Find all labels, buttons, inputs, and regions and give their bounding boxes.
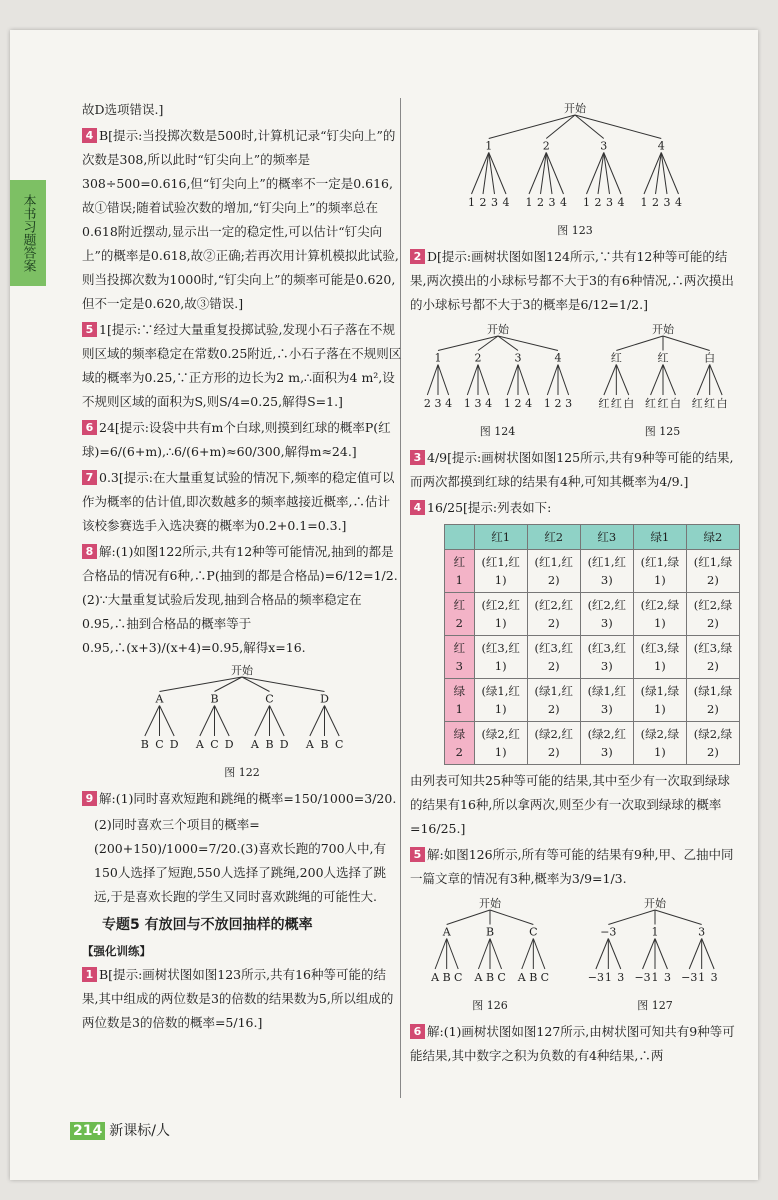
tree-node: B [210,692,219,706]
row-header: 红3 [445,636,475,679]
tree-leaf: 4 [484,397,492,410]
tree-leaf: 1 [463,397,471,410]
tree-branch [145,706,160,737]
answer-6: 6 24[提示:设袋中共有m个白球,则摸到红球的概率P(红球)=6/(6+m),∴6/(6+m)≈60/300,解得m≈24.] [82,420,391,459]
tree-node: 3 [698,925,706,939]
tree-leaf: 白 [622,397,634,410]
answer-cont: 故D选项错误.] [82,102,164,117]
tree-leaf: 2 [423,397,431,410]
tree-leaf: C [155,738,164,751]
tree-leaf: A [517,971,526,984]
table-cell: (红1,红3) [580,550,633,593]
tree-node: 1 [651,925,659,939]
tree-leaf: 3 [491,196,498,209]
tree-branch [616,336,663,351]
tree-root: 开始 [651,323,674,336]
tree-branch [255,706,270,737]
tree-node: A [155,692,164,706]
answer-9: 9 解:(1)同时喜欢短跑和跳绳的概率=150/1000=3/20. [82,787,402,811]
tree-leaf: D [224,738,234,751]
answer-6r: 6 解:(1)画树状图如图127所示,由树状图可知共有9种等可能结果,其中数字之积为负数的有4种结果,∴两 [410,1024,735,1063]
tree-branch [310,706,325,737]
tree-leaf: −3 [634,971,651,984]
tree-branch [575,115,661,139]
table-cell: (红3,红2) [527,636,580,679]
answer-5r: 5 解:如图126所示,所有等可能的结果有9种,甲、乙抽中同一篇文章的情况有3种,概率为3/9=1/3. [410,847,734,886]
tree-branch [709,365,721,396]
tree-leaf: −3 [681,971,698,984]
tree-leaf: 4 [502,196,510,209]
tree-branch [518,365,529,396]
tree-leaf: 3 [564,397,572,410]
tree-branch [655,939,667,970]
table-row [445,722,740,765]
table-cell: (绿1,红1) [474,679,527,722]
tree-branch [596,939,608,970]
answer-7: 7 0.3[提示:在大量重复试验的情况下,频率的稳定值可以作为概率的估计值,即次数越多的频率越接近概率,∴估计该校参赛选手入选决赛的概率为0.2+0.1=0.3.] [82,470,395,533]
tree-node: C [529,925,538,939]
tree-node: 1 [485,139,493,153]
tree-branch [650,365,662,396]
tree-leaf: 1 [525,196,533,209]
tree-leaf: 3 [474,397,481,410]
tree-branch [435,939,447,970]
tree-branch [427,365,438,396]
tree-node: D [320,692,329,706]
tree-leaf: B [529,971,538,984]
tree-leaf: C [210,738,219,751]
tree-root: 开始 [231,664,253,677]
tree-leaf: B [320,738,329,751]
tree-branch [490,910,533,925]
figure-122 [82,662,402,785]
tree-node: 3 [514,351,521,365]
tree-branch [558,365,569,396]
table-cell: (红2,绿1) [633,593,686,636]
tree-node: C [265,692,274,706]
table-header: 红3 [580,525,633,550]
tree-leaf: −3 [587,971,604,984]
section-heading: 专题5 有放回与不放回抽样的概率 [102,917,313,933]
tree-root: 开始 [479,897,501,910]
tree-branch [270,706,285,737]
tree-branch [608,939,620,970]
tree-leaf: 2 [594,196,602,209]
tree-leaf: B [442,971,451,984]
tree-branch [663,365,675,396]
table-header: 红2 [527,525,580,550]
table-cell: (绿2,绿1) [633,722,686,765]
tree-leaf: 4 [444,397,452,410]
tree-branch [160,706,175,737]
tree-leaf: 1 [640,196,648,209]
tree-branch [533,939,545,970]
tree-node: 4 [554,351,561,365]
tree-leaf: 3 [617,971,625,984]
tree-leaf: 1 [468,196,475,209]
tree-branch [438,336,498,351]
figure-caption: 图 126 [472,999,508,1012]
tree-leaf: 1 [604,971,612,984]
tree-leaf: 3 [606,196,613,209]
table-cell: (红2,红1) [474,593,527,636]
table-row [445,593,740,636]
tree-leaf: B [265,738,274,751]
tree-leaf: 2 [479,196,487,209]
tree-leaf: A [305,738,314,751]
table-cell: (绿1,红2) [527,679,580,722]
figure-126 [425,895,555,1018]
tree-leaf: 红 [610,397,622,410]
tree-branch [478,365,489,396]
tree-diagram-127 [585,895,725,985]
tree-branch [608,910,655,925]
tree-leaf: 3 [434,397,441,410]
tree-branch [200,706,215,737]
tree-branch [643,939,655,970]
tree-branch [697,365,709,396]
tree-leaf: 3 [548,196,556,209]
figures-124-125 [410,319,740,446]
tree-node: 红 [610,351,622,365]
tree-branch [447,910,490,925]
table-cell: (红3,红1) [474,636,527,679]
tree-leaf: 4 [675,196,682,209]
tree-leaf: C [540,971,550,984]
tree-leaf: 4 [560,196,567,209]
tree-leaf: C [454,971,463,984]
tree-branch [467,365,478,396]
tree-leaf: 2 [554,397,561,410]
tree-branch [478,939,490,970]
table-row [445,679,740,722]
tree-diagram-124 [418,321,578,411]
answer-2: 2 D[提示:画树状图如图124所示,∵共有12种等可能的结果,两次摸出的小球标号都不大于3的有6种情况,∴两次摸出的小球标号都不大于3的概率是6/12=1/2.] [410,249,734,312]
figures-126-127 [410,893,740,1020]
table-cell: (绿2,绿2) [686,722,739,765]
tree-branch [547,365,558,396]
sub-heading: 【强化训练】 [82,944,151,958]
figure-124 [418,321,578,444]
table-cell: (红3,绿1) [633,636,686,679]
tree-branch [616,365,628,396]
table-cell: (绿1,红3) [580,679,633,722]
page-footer [70,1120,170,1140]
tree-leaf: 1 [543,397,551,410]
tree-leaf: C [334,738,344,751]
table-cell: (红1,绿1) [633,550,686,593]
side-tab: 本书习题答案 [10,180,46,286]
figure-caption: 图 124 [479,425,516,438]
tree-branch [489,115,575,139]
table-cell: (绿2,红1) [474,722,527,765]
answer-3: 3 4/9[提示:画树状图如图125所示,共有9种等可能的结果,而两次都摸到红球的结果有4种,可知其概率为4/9.] [410,450,734,489]
table-cell: (红2,红3) [580,593,633,636]
row-header: 绿2 [445,722,475,765]
table-cell: (绿1,绿1) [633,679,686,722]
tree-leaf: A [474,971,483,984]
page-number: 214 [70,1122,105,1140]
tree-node: 红 [657,351,668,365]
tree-branch [603,365,615,396]
answer-1: 1 B[提示:画树状图如图123所示,共有16种等可能的结果,其中组成的两位数是3的倍数的结果数为5,所以组成的两位数是3的倍数的概率=5/16.] [82,967,394,1030]
tree-leaf: 1 [583,196,590,209]
tree-leaf: 红 [703,397,715,410]
table-cell: (绿1,绿2) [686,679,739,722]
tree-leaf: 红 [691,397,703,410]
tree-leaf: A [195,738,204,751]
tree-node: 2 [474,351,481,365]
row-header: 绿1 [445,679,475,722]
table-header: 红1 [474,525,527,550]
tree-node: 2 [542,139,550,153]
table-row [445,550,740,593]
table-cell: (绿2,红3) [580,722,633,765]
answer-4-cont: 由列表可知共25种等可能的结果,其中至少有一次取到绿球的结果有16种,所以拿两次,则至少有一次取到绿球的概率=16/25.] [410,773,730,836]
tree-leaf: B [485,971,495,984]
figure-caption: 图 125 [644,425,681,438]
tree-branch [160,677,243,692]
tree-branch [507,365,518,396]
tree-leaf: 红 [644,397,656,410]
table-cell: (红1,红1) [474,550,527,593]
tree-node: −3 [600,925,617,939]
textbook-page [10,30,758,1180]
tree-branch [663,336,710,351]
tree-leaf: D [279,738,289,751]
right-column [410,98,740,1070]
answer-4: 4 B[提示:当投掷次数是500时,计算机记录“钉尖向上”的次数是308,所以此时“钉尖向上”的频率是308÷500=0.616,但“钉尖向上”的概率不一定是0.616,故①错误;随着试验次数的增加,“钉尖向上”的频率总在0.618附近摆动,显示出一定的稳定性,可以估计“钉尖向上”的概率是0.618,故②正确;若再次用计算机模拟此试验,则当投掷次数为1000时,“钉尖向上”的频率可能是0.620,但不一定是0.620,故③错误.] [82,128,399,311]
left-column [82,98,402,1037]
figure-125 [593,321,733,444]
figure-caption: 图 123 [557,224,593,237]
tree-leaf: 2 [652,196,659,209]
answer-5: 5 1[提示:∵经过大量重复投掷试验,发现小石子落在不规则区域的频率稳定在常数0.25附近,∴小石子落在不规则区域的概率为0.25,∵正方形的边长为2 m,∴面积为4 m²,设不规则区域的面积为S,则S/4=0.25,解得S=1.] [82,322,402,409]
probability-table [444,524,740,765]
tree-branch [522,939,534,970]
tree-branch [490,939,502,970]
table-cell: (绿2,红2) [527,722,580,765]
tree-branch [655,910,702,925]
row-header: 红2 [445,593,475,636]
figure-123 [410,100,740,243]
book-name: 新课标/人 [109,1123,170,1139]
tree-branch [702,939,714,970]
tree-diagram-122 [132,662,352,752]
tree-leaf: 3 [663,196,671,209]
figure-caption: 图 127 [637,999,673,1012]
answer-9-part2: (2)同时喜欢三个项目的概率=(200+150)/1000=7/20.(3)喜欢长跑的700人中,有150人选择了短跑,550人选择了跳绳,200人选择了跳远,于是喜欢长跑的学生又同时喜欢跳绳的可能性大. [94,817,387,904]
row-header: 红1 [445,550,475,593]
tree-leaf: 1 [698,971,706,984]
tree-root: 开始 [564,102,586,115]
figure-caption: 图 122 [224,766,260,779]
tree-branch [689,939,701,970]
tree-diagram-123 [460,100,690,210]
tree-diagram-125 [593,321,733,411]
tree-leaf: A [250,738,259,751]
tree-branch [498,336,558,351]
tree-leaf: 白 [716,397,728,410]
table-header: 绿1 [633,525,686,550]
tree-node: 白 [703,351,715,365]
tree-leaf: 3 [663,971,671,984]
table-row [445,636,740,679]
tree-leaf: 红 [657,397,668,410]
tree-root: 开始 [644,897,666,910]
tree-leaf: 3 [710,971,718,984]
tree-node: B [485,925,495,939]
tree-node: 4 [657,139,665,153]
tree-leaf: 2 [537,196,544,209]
table-cell: (红2,红2) [527,593,580,636]
table-cell: (红1,绿2) [686,550,739,593]
tree-branch [215,706,230,737]
tree-node: A [442,925,451,939]
tree-branch [438,365,449,396]
tree-leaf: 2 [514,397,521,410]
answer-4r: 4 16/25[提示:列表如下: [410,496,740,520]
answer-8: 8 解:(1)如图122所示,共有12种等可能情况,抽到的都是合格品的情况有6种,∴P(抽到的都是合格品)=6/12=1/2.(2)∵大量重复试验后发现,抽到合格品的频率稳定在0.95,∴抽到合格品的概率等于0.95,∴(x+3)/(x+4)=0.95,解得x=16. [82,544,398,655]
table-cell: (红3,绿2) [686,636,739,679]
tree-node: 3 [600,139,608,153]
tree-leaf: D [169,738,179,751]
table-cell: (红1,红2) [527,550,580,593]
table-cell: (红3,红3) [580,636,633,679]
tree-diagram-126 [425,895,555,985]
tree-leaf: B [140,738,149,751]
tree-node: 1 [434,351,441,365]
tree-leaf: 1 [651,971,659,984]
tree-leaf: 1 [503,397,511,410]
tree-branch [325,706,340,737]
tree-leaf: C [497,971,506,984]
table-header: 绿2 [686,525,739,550]
tree-leaf: 4 [617,196,625,209]
tree-branch [242,677,325,692]
tree-leaf: A [431,971,440,984]
tree-leaf: 白 [669,397,681,410]
tree-root: 开始 [486,323,509,336]
tree-leaf: 4 [524,397,532,410]
table-header [445,525,475,550]
figure-127 [585,895,725,1018]
tree-branch [447,939,459,970]
tree-leaf: 红 [597,397,609,410]
table-cell: (红2,绿2) [686,593,739,636]
